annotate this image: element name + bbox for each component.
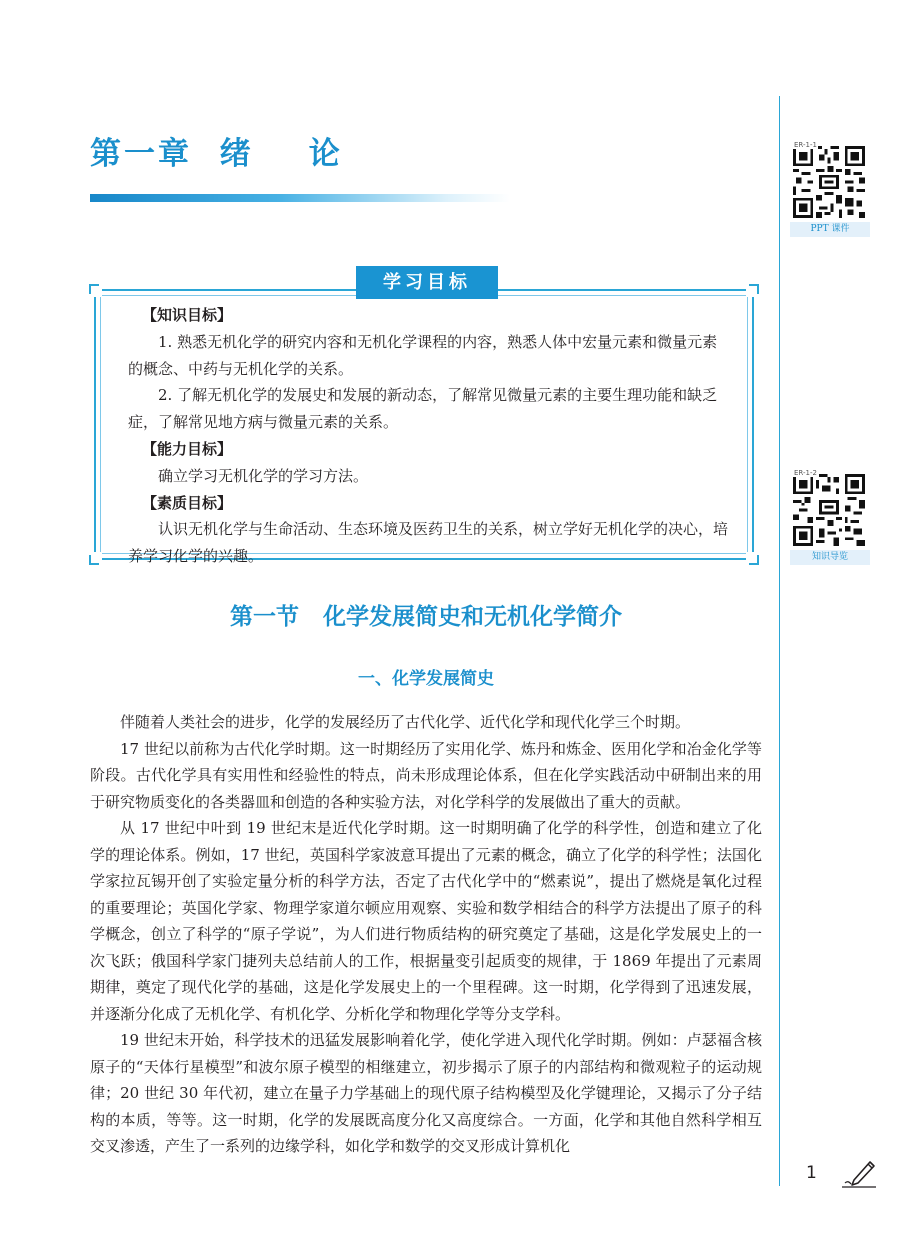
objectives-badge: 学习目标 bbox=[356, 266, 498, 299]
knowledge-objectives-heading: 【知识目标】 bbox=[142, 306, 233, 324]
frame-corner-ornament bbox=[746, 281, 762, 297]
qr-caption-ppt: PPT 课件 bbox=[790, 222, 870, 237]
section-title: 第一节 化学发展简史和无机化学简介 bbox=[229, 604, 623, 630]
chapter-title: 第一章 绪 论 bbox=[90, 136, 343, 172]
qr-block-ppt[interactable] bbox=[790, 141, 872, 237]
section-subtitle: 一、化学发展简史 bbox=[358, 669, 494, 689]
frame-corner-ornament bbox=[86, 552, 102, 568]
qr-block-guide[interactable] bbox=[790, 469, 872, 565]
margin-divider bbox=[779, 96, 780, 1186]
body-paragraph: 从 17 世纪中叶到 19 世纪末是近代化学时期。这一时期明确了化学的科学性，创造和建立了化学的理论体系。例如，17 世纪，英国科学家波意耳提出了元素的概念，确立了化学的科学性；法国化学家拉瓦锡开创了实验定量分析的科学方法，否定了古代化学中的“燃素说”，提出了燃烧是氧化过程的重要理论；英国化学家、物理学家道尔顿应用观察、实验和数学相结合的科学方法提出了原子的科学概念，创立了科学的“原子学说”，为人们进行物质结构的研究奠定了基础，这是化学发展史上的一次飞跃；俄国科学家门捷列夫总结前人的工作，根据量变引起质变的规律，于 1869 年提出了元素周期律，奠定了现代化学的基础，这是化学发展史上的一个里程碑。这一时期，化学得到了迅速发展，并逐渐分化成了无机化学、有机化学、分析化学和物理化学等分支学科。 bbox=[90, 819, 762, 1023]
qr-code-icon[interactable] bbox=[793, 474, 865, 546]
ability-objective-text: 确立学习无机化学的学习方法。 bbox=[158, 466, 369, 485]
qr-id-label: ER-1-2 bbox=[794, 469, 817, 477]
page-number: 1 bbox=[806, 1163, 817, 1183]
objectives-content bbox=[128, 302, 728, 570]
qr-caption-guide: 知识导览 bbox=[790, 550, 870, 565]
pen-icon bbox=[840, 1156, 878, 1190]
frame-corner-ornament bbox=[86, 281, 102, 297]
quality-objective-text: 认识无机化学与生命活动、生态环境及医药卫生的关系，树立学好无机化学的决心，培养学习化学的兴趣。 bbox=[128, 520, 729, 566]
body-paragraph: 17 世纪以前称为古代化学时期。这一时期经历了实用化学、炼丹和炼金、医用化学和冶金化学等阶段。古代化学具有实用性和经验性的特点，尚未形成理论体系，但在化学实践活动中研制出来的用于研究物质变化的各类器皿和创造的各种实验方法，对化学科学的发展做出了重大的贡献。 bbox=[90, 739, 762, 811]
chapter-title-underline bbox=[90, 194, 510, 202]
qr-code-icon[interactable] bbox=[793, 146, 865, 218]
quality-objectives-heading: 【素质目标】 bbox=[142, 493, 233, 512]
body-text bbox=[90, 709, 762, 1160]
knowledge-objective-item: 2. 了解无机化学的发展史和发展的新动态，了解常见微量元素的主要生理功能和缺乏症，了解常见地方病与微量元素的关系。 bbox=[128, 386, 718, 432]
body-paragraph: 伴随着人类社会的进步，化学的发展经历了古代化学、近代化学和现代化学三个时期。 bbox=[120, 713, 691, 731]
knowledge-objective-item: 1. 熟悉无机化学的研究内容和无机化学课程的内容，熟悉人体中宏量元素和微量元素的概念、中药与无机化学的关系。 bbox=[128, 332, 718, 378]
frame-corner-ornament bbox=[746, 552, 762, 568]
body-paragraph: 19 世纪末开始，科学技术的迅猛发展影响着化学，使化学进入现代化学时期。例如：卢瑟福含核原子的“天体行星模型”和波尔原子模型的相继建立，初步揭示了原子的内部结构和微观粒子的运动规律；20 世纪 30 年代初，建立在量子力学基础上的现代原子结构模型及化学键理论，又揭示了分子结构的本质，等等。这一时期，化学的发展既高度分化又高度综合。一方面，化学和其他自然科学相互交叉渗透，产生了一系列的边缘学科，如化学和数学的交叉形成计算机化 bbox=[90, 1031, 762, 1155]
ability-objectives-heading: 【能力目标】 bbox=[142, 439, 233, 458]
qr-id-label: ER-1-1 bbox=[794, 141, 817, 149]
